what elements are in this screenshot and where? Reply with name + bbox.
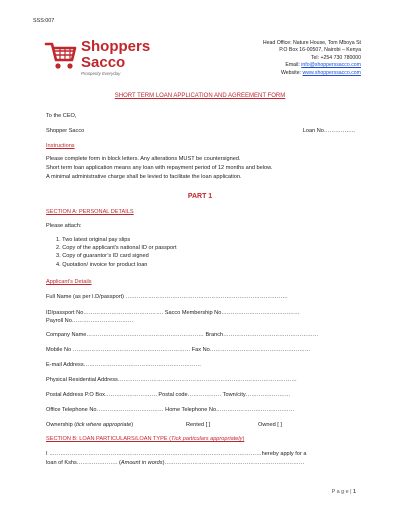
addressee: To the CEO,	[46, 113, 77, 119]
doc-code: SSS:007	[33, 18, 55, 24]
section-b-heading	[46, 436, 244, 442]
section-a-heading: SECTION A: PERSONAL DETAILS	[46, 209, 134, 215]
applicant-declaration-line2[interactable]	[46, 460, 304, 466]
rented-checkbox[interactable]: Rented [ ]	[186, 422, 211, 428]
email-field[interactable]: E-mail Address………………………………………………………	[46, 362, 202, 368]
instruction-line3: A minimal administrative charge shall be levied to facilitate the loan application.	[46, 174, 242, 180]
section-b-close: )	[242, 436, 245, 442]
physical-address-field[interactable]: Physical Residential Address……………………………………………………………………………………	[46, 377, 297, 383]
instruction-line1: Please complete form in block letters. Any alterations MUST be countersigned.	[46, 156, 241, 162]
contact-block	[263, 40, 361, 77]
instructions-heading: Instructions	[46, 143, 75, 149]
logo-tagline: Prosperity Everyday	[81, 71, 121, 76]
logo-name-line2: Sacco	[81, 54, 126, 71]
website-label: Website:	[280, 69, 303, 76]
page-label: P a g e |	[331, 489, 353, 495]
ownership-note: tick where appropriate	[76, 422, 132, 428]
form-title: SHORT TERM LOAN APPLICATION AND AGREEMENT FORM	[114, 93, 286, 99]
amount-in-words-field[interactable]: )…………………………………………………………………	[162, 460, 305, 466]
payroll-field[interactable]: Payroll No……………………………	[46, 318, 134, 324]
amount-in-words-note: Amount in words	[120, 460, 163, 466]
applicant-details-heading: Applicant’s Details	[46, 279, 92, 285]
full-name-field[interactable]: Full Name (as per I.D/passport) ……………………………………………………………………………	[46, 294, 288, 300]
part-heading: PART 1	[187, 193, 213, 200]
contact-email	[263, 62, 361, 69]
mobile-field[interactable]: Mobile No ……………………………………………………… Fax No………………………………………………	[46, 347, 311, 353]
postal-address-field[interactable]: Postal Address P.O Box………………………. Postal code……………… Town/city……………………	[46, 392, 291, 398]
id-passport-field[interactable]: ID/passport No……………………………………. Sacco Membership No……………………………………	[46, 310, 300, 316]
sacco-name: Shopper Sacco	[46, 128, 85, 134]
applicant-declaration-line1[interactable]: I ……………………………………………………………………………………………………hereby apply for a	[46, 451, 307, 457]
contact-website	[263, 70, 361, 77]
list-item: 2. Copy of the applicant’s national ID or passport	[56, 245, 177, 252]
email-label: Email:	[285, 62, 302, 69]
cart-logo-icon	[44, 38, 78, 72]
website-link[interactable]: www.shopperssacco.com	[302, 69, 361, 76]
ownership-label: Ownership (	[46, 422, 77, 428]
list-item: 4. Quotation/ invoice for product loan	[56, 261, 148, 268]
list-item: 3. Copy of guarantor’s ID card signed	[56, 253, 149, 260]
section-b-note: Tick particulars appropriately	[170, 436, 243, 442]
email-link[interactable]: info@shopperssacco.com	[301, 62, 361, 69]
office-telephone-field[interactable]: Office Telephone No……………………………… Home Telephone No……………………………………	[46, 407, 295, 413]
company-field[interactable]: Company Name……………………………………………………… Branch……………………………………………	[46, 332, 319, 338]
attachments-list	[56, 236, 177, 269]
ownership-close: )	[131, 422, 134, 428]
loan-amount-label: loan of Kshs…………………. (	[46, 460, 121, 466]
list-item: 1. Two latest original pay slips	[56, 237, 131, 243]
logo-name-line1: Shoppers	[81, 38, 151, 55]
loan-number-field[interactable]: Loan No……………..	[302, 128, 355, 134]
instruction-line2: Short term loan application means any loan with repayment period of 12 months and below.	[46, 165, 273, 171]
ownership-row	[46, 422, 133, 428]
contact-line3: Tel: +254 730 780000	[310, 54, 361, 61]
page-footer	[332, 489, 356, 495]
owned-checkbox[interactable]: Owned [ ]	[258, 422, 282, 428]
contact-line2: P.O Box 16-00507, Nairobi – Kenya	[279, 47, 361, 54]
please-attach: Please attach:	[46, 223, 82, 229]
contact-line1: Head Office: Nature House, Tom Mboya St	[262, 40, 361, 46]
section-b-label: SECTION B: LOAN PARTICULARS/LOAN TYPE (	[46, 436, 171, 442]
page-number: 1	[353, 489, 356, 495]
